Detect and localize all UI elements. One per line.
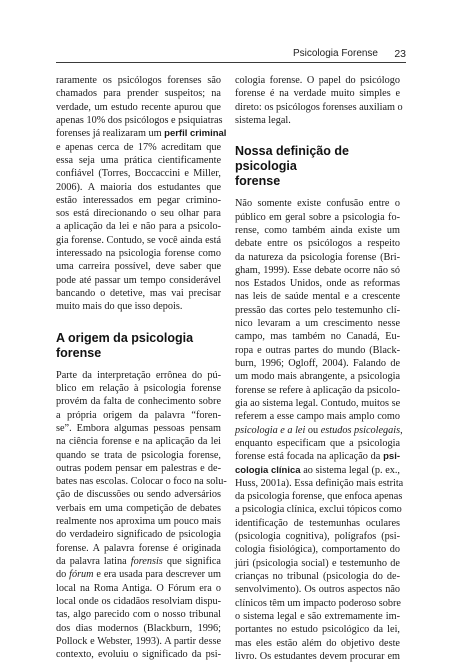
key-term: cologia clínica — [235, 464, 301, 476]
text-line: bancando o detetive, mas vai precisar — [56, 288, 221, 299]
text-fragment: forense está focada na aplicação da — [235, 451, 384, 463]
text-line: debate entre os psicólogos a respeito — [235, 238, 400, 250]
text-line — [56, 568, 221, 581]
text-line: identificação de testemunhas oculares — [235, 517, 400, 529]
text-line: contexto, evoluiu o significado da psi- — [56, 649, 221, 661]
text-line: clínicos têm um impacto poderoso sobre — [235, 597, 401, 609]
text-line: forense. A palavra forense é originada — [56, 542, 221, 554]
text-line: da psicologia forense, que enfoca apenas — [235, 491, 403, 503]
text-fragment: da palavra latina — [56, 556, 131, 567]
right-paragraph-1 — [235, 74, 403, 127]
text-line: ropa e outras partes do mundo (Black- — [235, 344, 400, 356]
text-line: júri (psicologia social) e testemunho de — [235, 557, 400, 569]
text-fragment: e era usada para descrever um — [93, 569, 222, 581]
text-line: e apenas cerca de 17% acreditam que — [56, 141, 221, 153]
text-fragment: forenses já realizaram um — [56, 128, 165, 140]
text-line: cologia forense. O papel do psicólogo — [235, 75, 400, 86]
text-line: sos está direcionando o seu olhar para — [56, 208, 221, 220]
text-line: verdade, um estudo recente apurou que — [56, 101, 221, 113]
italic-term: fórum — [69, 569, 94, 581]
text-line: 2006). A maioria dos estudantes que — [56, 181, 221, 193]
text-fragment: ou — [305, 424, 321, 436]
left-column — [56, 74, 227, 662]
text-line: Não somente existe confusão entre o — [235, 198, 400, 210]
text-line: a aplicação da lei e não para a psicolo- — [56, 221, 221, 233]
text-line — [56, 127, 227, 140]
text-line: rense, como também ainda existe um — [235, 224, 400, 236]
running-head-title: Psicologia Forense — [292, 48, 378, 59]
text-line — [235, 424, 403, 437]
text-line: na ciência forense e na aplicação da lei — [56, 436, 221, 448]
text-line: referem a esse campo mais amplo como — [235, 411, 400, 423]
text-line — [56, 555, 221, 568]
text-line: se”. Embora algumas pessoas pensam — [56, 422, 221, 434]
text-line: uma carreira possível, deve saber que — [56, 261, 221, 273]
text-line: Pollock e Webster, 1993). A partir desse — [56, 635, 221, 647]
text-line: estão interessados em pegar crimino- — [56, 194, 221, 206]
page-number: 23 — [394, 48, 406, 60]
text-line: enquanto especificam que a psicologia — [235, 437, 400, 449]
text-line: do verdadeiro significado de psicologia — [56, 529, 221, 541]
text-line: raramente os psicólogos forenses são — [56, 75, 221, 86]
text-line: gham, 1999). Esse debate ocorre não só — [235, 264, 400, 276]
text-line: quando se trata de psicologia forense, — [56, 449, 221, 461]
italic-term: forensis — [130, 556, 163, 567]
text-line: crianças no tribunal (psicologia do de- — [235, 571, 400, 582]
running-head — [56, 48, 406, 63]
text-line — [235, 464, 400, 477]
text-line: forense é na verdade muito simples e — [235, 88, 400, 100]
text-fragment: que significa — [162, 556, 221, 567]
text-line: local onde os cidadãos resolviam dispu- — [56, 595, 221, 607]
text-line: realmente nos aproxima um pouco mais — [56, 516, 221, 528]
text-line: interessado na psicologia forense como — [56, 248, 221, 260]
text-line: (psicologia cognitiva), polígrafos (psi- — [235, 531, 400, 543]
text-line: provém da falta de conhecimento sobre — [56, 396, 221, 408]
text-line: nas leis de saúde mental e a crescente — [235, 291, 400, 303]
text-line: senvolvimento). Os outros aspectos não — [235, 584, 400, 596]
text-fragment: do — [56, 569, 70, 581]
text-line: gia forense. Contudo, se você ainda está — [56, 234, 221, 246]
text-line: blico em relação à psicologia forense — [56, 382, 221, 394]
text-line: essa seja uma prática cientificamente — [56, 154, 221, 166]
text-line — [235, 450, 400, 463]
text-line: confiável (Torres, Boccaccini e Miller, — [56, 168, 221, 180]
text-line: apenas 10% dos psicólogos e psiquiatras — [56, 114, 223, 126]
text-line: público em geral sobre a psicologia fo- — [235, 211, 400, 223]
right-column — [235, 74, 404, 663]
text-line: tas, algo parecido com o nosso tribunal — [56, 609, 221, 621]
text-line: pode até passar um tempo considerável — [56, 274, 221, 286]
text-line: direto: os psicólogos forenses auxiliam o — [235, 101, 403, 113]
text-line: pressão das cortes pelo testemunho clí- — [235, 304, 400, 316]
text-line: portantes no estudo psicológico da lei, — [235, 624, 400, 636]
text-line: nico levaram a um crescimento nesse — [235, 318, 400, 330]
text-line: sistema legal. — [235, 114, 291, 126]
text-line: Huss, 2001a). Essa definição mais estrita — [235, 477, 404, 489]
italic-term: estudos psicolegais — [320, 424, 401, 436]
left-paragraph-1 — [56, 74, 227, 314]
key-term: perfil criminal — [164, 128, 227, 140]
text-line: mas eles estão além do objetivo deste — [235, 637, 400, 649]
text-fragment: , — [400, 424, 403, 436]
text-line: um modo mais abrangente, a psicologia — [235, 371, 400, 383]
text-line: da natureza da psicologia forense (Bri- — [235, 251, 400, 263]
text-line: campo, mas também no Canadá, Eu- — [235, 331, 400, 343]
text-line: cologia fisiológica), comportamento do — [235, 544, 400, 556]
text-line: Parte da interpretação errônea do pú- — [56, 369, 221, 381]
right-paragraph-2 — [235, 197, 404, 663]
text-line: nos Estados Unidos, onde as reformas — [235, 278, 400, 290]
text-line: a psicologia clínica, exclui tópicos como — [235, 504, 402, 516]
italic-term: psicologia e a lei — [235, 424, 306, 436]
text-line: o sistema legal e são extremamente im- — [235, 610, 400, 622]
text-line: forense se refere à aplicação da psicolo- — [235, 384, 400, 396]
text-line: dos dias modernos (Blackburn, 1996; — [56, 622, 221, 634]
left-paragraph-2 — [56, 369, 227, 662]
text-line: muito mais do que isso depois. — [56, 301, 183, 313]
heading-line: Nossa definição de psicologia — [235, 144, 349, 174]
text-line: ção de discussões ou sendo adversários — [56, 489, 221, 501]
text-line: chamados para prender suspeitos; na — [56, 88, 221, 100]
text-fragment: ao sistema legal (p. ex., — [300, 464, 400, 476]
section-heading — [235, 144, 400, 189]
text-line: local na Roma Antiga. O Fórum era o — [56, 582, 221, 594]
text-line: bates nas escolas. Colocar o foco na solu- — [56, 476, 227, 488]
text-line: a própria origem da palavra “foren- — [56, 409, 221, 421]
key-term: psi- — [383, 451, 400, 463]
text-line: gia ao sistema legal. Contudo, muitos se — [235, 397, 401, 409]
section-heading: A origem da psicologia forense — [56, 330, 194, 360]
text-line: verbais em uma competição de debates — [56, 502, 221, 514]
text-line: livro. Os estudantes devem procurar em — [235, 650, 400, 662]
heading-line: forense — [235, 174, 281, 189]
text-line: outras podem pensar em palestras e de- — [56, 462, 221, 474]
text-line: burn, 1996; Ogloff, 2004). Falando de — [235, 358, 400, 369]
